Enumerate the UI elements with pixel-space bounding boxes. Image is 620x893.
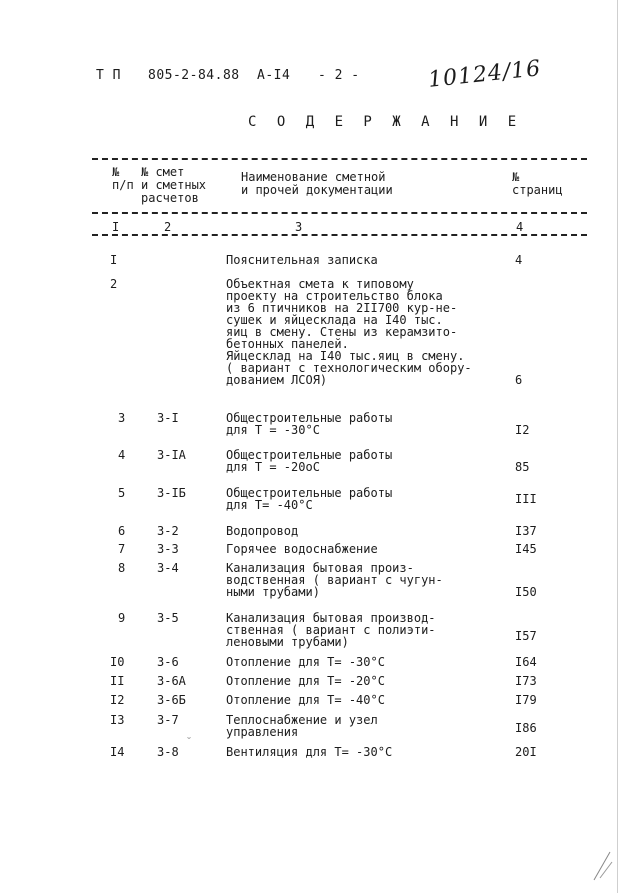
- row-estimate: 3-6Б: [157, 693, 186, 707]
- row-number: I: [110, 253, 118, 267]
- handwritten-inventory-number: 10124/16: [427, 56, 543, 93]
- row-estimate: 3-I: [157, 411, 179, 425]
- row-page: I64: [515, 655, 537, 669]
- corner-pencil-mark: [592, 848, 614, 882]
- row-page: 20I: [515, 745, 537, 759]
- row-name: Канализация бытовая производ- ственная ( вариант с полиэти- леновыми трубами): [226, 611, 436, 649]
- row-page: I50: [515, 585, 537, 599]
- row-page: III: [515, 492, 537, 506]
- row-page: I37: [515, 524, 537, 538]
- page-title: С О Д Е Р Ж А Н И Е: [248, 114, 523, 130]
- row-name: Общестроительные работы для Т = -20оС: [226, 448, 393, 474]
- row-number: I3: [110, 713, 125, 727]
- row-number: 9: [118, 611, 126, 625]
- row-number: 7: [118, 542, 126, 556]
- row-estimate: 3-IБ: [157, 486, 186, 500]
- row-page: 4: [515, 253, 523, 267]
- column-header-pages: № страниц: [512, 170, 563, 197]
- row-name: Канализация бытовая произ- водственная ( вариант с чугун- ными трубами): [226, 561, 443, 599]
- column-header-name: Наименование сметной и прочей документации: [241, 170, 393, 197]
- row-estimate: 3-6А: [157, 674, 186, 688]
- row-name: Отопление для Т= -30°С: [226, 655, 385, 669]
- column-number-3: 3: [295, 220, 303, 234]
- row-estimate: 3-7: [157, 713, 179, 727]
- row-number: II: [110, 674, 125, 688]
- row-number: 2: [110, 277, 118, 291]
- row-page: I86: [515, 721, 537, 735]
- row-estimate: 3-2: [157, 524, 179, 538]
- column-numbers-rule: [92, 234, 587, 236]
- row-name: Горячее водоснабжение: [226, 542, 378, 556]
- row-page: I57: [515, 629, 537, 643]
- column-number-2: 2: [164, 220, 172, 234]
- album-label: А-I4: [257, 68, 291, 83]
- row-number: 8: [118, 561, 126, 575]
- row-page: 85: [515, 460, 530, 474]
- row-number: I0: [110, 655, 125, 669]
- row-number: 4: [118, 448, 126, 462]
- row-name: Отопление для Т= -40°С: [226, 693, 385, 707]
- scan-speck: ˘: [186, 737, 193, 748]
- row-name: Объектная смета к типовому проекту на строительство блока из 6 птичников на 2II700 кур-не- сушек и яйцесклада на I40 тыс. яиц в смену. Стены из керамзито- бетонных панелей. Яйцесклад на I40 тыс.яиц в смену. ( вариант с технологическим обору- дованием ЛСОЯ): [226, 277, 472, 387]
- row-number: I2: [110, 693, 125, 707]
- row-name: Общестроительные работы для Т = -30°С: [226, 411, 393, 437]
- row-name: Теплоснабжение и узел управления: [226, 713, 378, 739]
- row-number: 5: [118, 486, 126, 500]
- row-number: 3: [118, 411, 126, 425]
- table-header-rule: [92, 212, 587, 214]
- row-estimate: 3-5: [157, 611, 179, 625]
- row-page: I79: [515, 693, 537, 707]
- row-estimate: 3-3: [157, 542, 179, 556]
- table-top-rule: [92, 158, 587, 160]
- row-number: I4: [110, 745, 125, 759]
- row-name: Водопровод: [226, 524, 299, 538]
- row-page: I45: [515, 542, 537, 556]
- row-estimate: 3-4: [157, 561, 179, 575]
- row-name: Общестроительные работы для Т= -40°С: [226, 486, 393, 512]
- series-label: Т П: [96, 68, 121, 83]
- row-estimate: 3-IА: [157, 448, 186, 462]
- row-number: 6: [118, 524, 126, 538]
- page-edge: [617, 0, 618, 893]
- page-number: - 2 -: [318, 68, 360, 83]
- row-name: Пояснительная записка: [226, 253, 378, 267]
- column-header-number: № п/п: [112, 165, 134, 192]
- project-code: 805-2-84.88: [148, 68, 240, 83]
- row-page: I2: [515, 423, 530, 437]
- column-number-4: 4: [516, 220, 524, 234]
- row-page: 6: [515, 373, 523, 387]
- row-name: Отопление для Т= -20°С: [226, 674, 385, 688]
- row-page: I73: [515, 674, 537, 688]
- column-number-1: I: [112, 220, 120, 234]
- row-estimate: 3-8: [157, 745, 179, 759]
- row-name: Вентиляция для Т= -30°С: [226, 745, 393, 759]
- row-estimate: 3-6: [157, 655, 179, 669]
- column-header-estimate: № смет и сметных расчетов: [141, 165, 207, 205]
